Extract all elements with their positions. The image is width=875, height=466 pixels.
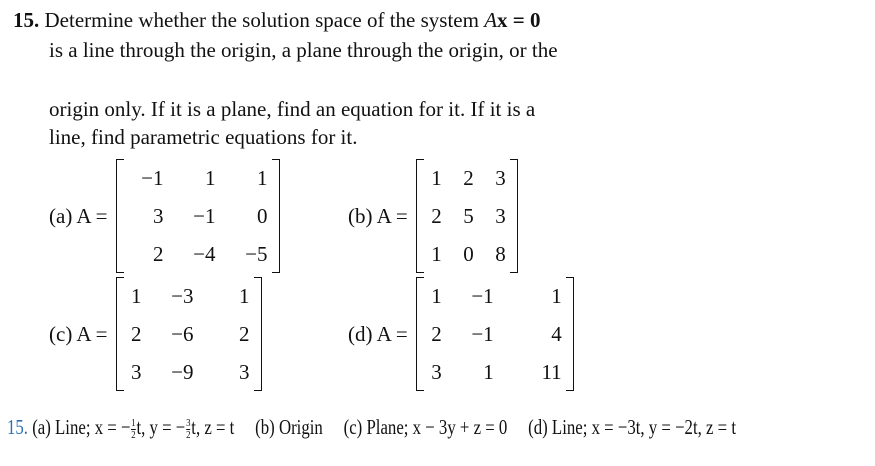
matrix-b-cell: 3 [495, 166, 506, 190]
matrix-c-cell: −3 [171, 284, 194, 308]
matrix-d-cell: 1 [431, 284, 442, 308]
problem-line-4: line, find parametric equations for it. [49, 125, 358, 149]
problem-number: 15. [13, 8, 40, 32]
matrix-c-cell: 3 [239, 360, 250, 384]
answer-a-fraction-2 [186, 418, 190, 441]
answer-line [7, 414, 736, 441]
matrix-d-cell: −1 [471, 284, 494, 308]
fraction-numerator: 3 [186, 416, 191, 429]
equation-rhs: = 0 [507, 8, 541, 32]
matrix-c-cell: 1 [239, 284, 250, 308]
matrix-b-cell: 1 [431, 242, 442, 266]
matrix-d [416, 277, 574, 391]
answer-d-text: (d) Line; x = −3t, y = −2t, z = t [528, 415, 737, 439]
matrix-c-block [49, 277, 262, 391]
answer-c-text: (c) Plane; x − 3y + z = 0 [343, 415, 508, 439]
answer-a-mid: t, y = − [136, 415, 186, 439]
matrix-b-cell: 0 [463, 242, 474, 266]
matrix-c-label: (c) A = [49, 321, 108, 346]
fraction-numerator: 1 [131, 416, 136, 429]
matrix-c-cell: 2 [239, 322, 250, 346]
matrix-a-cell: −1 [141, 166, 164, 190]
matrix-d-label: (d) A = [348, 321, 408, 346]
matrix-b-cell: 2 [431, 204, 442, 228]
matrix-a-cell: 1 [257, 166, 268, 190]
answer-b-text: (b) Origin [255, 415, 323, 439]
matrix-a-cell: −5 [245, 242, 268, 266]
matrix-b-block [348, 159, 518, 273]
matrix-a-cell: 3 [153, 204, 164, 228]
matrix-c-cell: −6 [171, 322, 194, 346]
matrix-c [116, 277, 262, 391]
fraction-denominator: 2 [131, 428, 136, 441]
fraction-denominator: 2 [186, 428, 191, 441]
matrix-a-cell: −1 [193, 204, 216, 228]
matrix-a-cell: 1 [205, 166, 216, 190]
problem-text-1: Determine whether the solution space of the system [39, 8, 485, 32]
matrix-a-cell: −4 [193, 242, 216, 266]
answer-a-fraction-1 [131, 418, 135, 441]
matrix-a [116, 159, 280, 273]
problem-line-2: is a line through the origin, a plane through the origin, or the [49, 38, 558, 62]
matrix-b-cell: 3 [495, 204, 506, 228]
matrix-b-cell: 1 [431, 166, 442, 190]
matrix-a-cell: 2 [153, 242, 164, 266]
matrix-b-cell: 5 [463, 204, 474, 228]
answer-a-end: t, z = t [191, 415, 235, 439]
matrix-c-cell: 3 [131, 360, 142, 384]
matrix-c-cell: 2 [131, 322, 142, 346]
matrix-c-cell: 1 [131, 284, 142, 308]
matrix-d-cell: 3 [431, 360, 442, 384]
answer-number: 15. [7, 415, 28, 439]
matrix-c-cell: −9 [171, 360, 194, 384]
matrix-b-cell: 8 [495, 242, 506, 266]
matrix-d-cell: −1 [471, 322, 494, 346]
equation-vector-x: x [497, 8, 508, 32]
matrix-d-cell: 11 [541, 360, 562, 384]
matrix-d-cell: 1 [483, 360, 494, 384]
matrix-b [416, 159, 518, 273]
matrix-a-label: (a) A = [49, 203, 108, 228]
matrix-b-cell: 2 [463, 166, 474, 190]
matrix-a-block [49, 159, 280, 273]
matrix-d-cell: 4 [551, 322, 562, 346]
matrix-b-label: (b) A = [348, 203, 408, 228]
answer-a-text: (a) Line; x = − [28, 415, 131, 439]
matrix-d-block [348, 277, 574, 391]
matrix-a-cell: 0 [257, 204, 268, 228]
problem-line-1 [13, 7, 541, 33]
matrix-d-cell: 2 [431, 322, 442, 346]
matrix-d-cell: 1 [551, 284, 562, 308]
problem-line-3: origin only. If it is a plane, find an equation for it. If it is a [49, 97, 536, 121]
equation-matrix-a: A [484, 8, 498, 32]
